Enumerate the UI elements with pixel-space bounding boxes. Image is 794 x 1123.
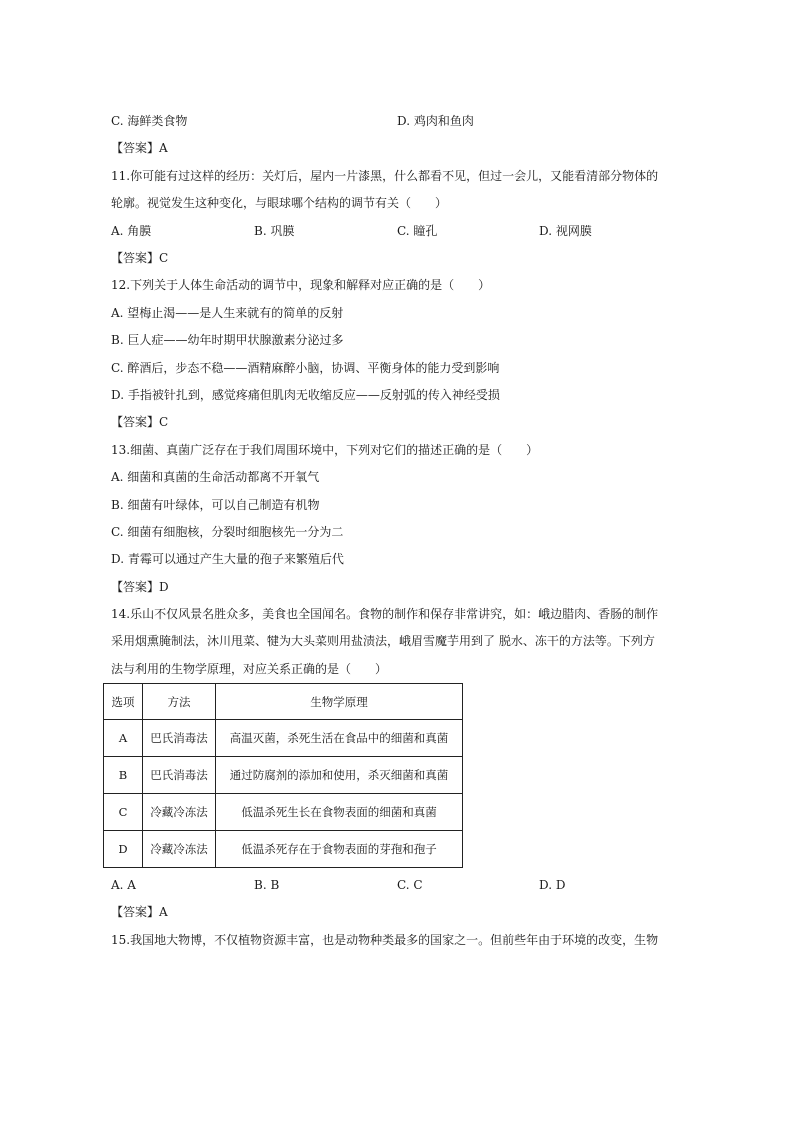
q13-option-a: A. 细菌和真菌的生命活动都离不开氧气 [111,470,320,484]
q13-stem: 13.细菌、真菌广泛存在于我们周围环境中，下列对它们的描述正确的是（ ） [111,443,539,457]
q14-stem-line1: 14.乐山不仅风景名胜众多，美食也全国闻名。食物的制作和保存非常讲究，如：峨边腊肉、香肠的制作 [111,607,659,621]
table-row [104,720,463,757]
table-row [104,757,463,794]
table-cell: C [104,794,143,831]
q11-option-c: C. 瞳孔 [397,224,438,238]
q14-stem-line3: 法与利用的生物学原理，对应关系正确的是（ ） [111,662,388,676]
table-cell: 冷藏冷冻法 [143,794,216,831]
q11-option-b: B. 巩膜 [254,224,295,238]
q12-option-b: B. 巨人症——幼年时期甲状腺激素分泌过多 [111,333,344,347]
q10-option-c: C. 海鲜类食物 [111,114,188,128]
q13-option-d: D. 青霉可以通过产生大量的孢子来繁殖后代 [111,552,344,566]
q14-option-d: D. D [539,878,566,892]
q11-stem-line2: 轮廓。视觉发生这种变化，与眼球哪个结构的调节有关（ ） [111,196,448,210]
q12-answer: 【答案】C [111,415,169,429]
table-row [104,794,463,831]
table-cell: D [104,831,143,868]
table-header-row [104,684,463,720]
q13-option-b: B. 细菌有叶绿体，可以自己制造有机物 [111,498,320,512]
table-header-cell: 方法 [143,684,216,720]
table-cell: 冷藏冷冻法 [143,831,216,868]
q14-answer: 【答案】A [111,905,168,919]
table-cell: A [104,720,143,757]
q11-option-d: D. 视网膜 [539,224,592,238]
q12-stem: 12.下列关于人体生命活动的调节中，现象和解释对应正确的是（ ） [111,278,491,292]
q12-option-a: A. 望梅止渴——是人生来就有的简单的反射 [111,306,344,320]
q14-option-b: B. B [254,878,280,892]
q14-table [103,683,463,868]
table-cell: 巴氏消毒法 [143,757,216,794]
q12-option-d: D. 手指被针扎到，感觉疼痛但肌肉无收缩反应——反射弧的传入神经受损 [111,388,500,402]
q11-answer: 【答案】C [111,251,169,265]
q11-stem-line1: 11.你可能有过这样的经历：关灯后，屋内一片漆黑，什么都看不见，但过一会儿，又能看清部分物体的 [111,169,659,183]
q10-option-d: D. 鸡肉和鱼肉 [397,114,474,128]
q13-option-c: C. 细菌有细胞核，分裂时细胞核先一分为二 [111,525,344,539]
q11-option-a: A. 角膜 [111,224,152,238]
q15-stem-line1: 15.我国地大物博，不仅植物资源丰富，也是动物种类最多的国家之一。但前些年由于环境的改变，生物 [111,933,659,947]
table-header-cell: 生物学原理 [216,684,463,720]
q14-option-c: C. C [397,878,423,892]
table-cell: 高温灭菌，杀死生活在食品中的细菌和真菌 [216,720,463,757]
q12-option-c: C. 醉酒后，步态不稳——酒精麻醉小脑，协调、平衡身体的能力受到影响 [111,361,500,375]
table-cell: 低温杀死生长在食物表面的细菌和真菌 [216,794,463,831]
table-cell: 低温杀死存在于食物表面的芽孢和孢子 [216,831,463,868]
q10-answer: 【答案】A [111,141,168,155]
q14-option-a: A. A [111,878,136,892]
table-cell: B [104,757,143,794]
table-row [104,831,463,868]
table-cell: 通过防腐剂的添加和使用，杀灭细菌和真菌 [216,757,463,794]
q13-answer: 【答案】D [111,580,169,594]
q14-stem-line2: 采用烟熏腌制法，沐川甩菜、犍为大头菜则用盐渍法，峨眉雪魔芋用到了 脱水、冻干的方法等。下列方 [111,634,655,648]
table-cell: 巴氏消毒法 [143,720,216,757]
table-header-cell: 选项 [104,684,143,720]
